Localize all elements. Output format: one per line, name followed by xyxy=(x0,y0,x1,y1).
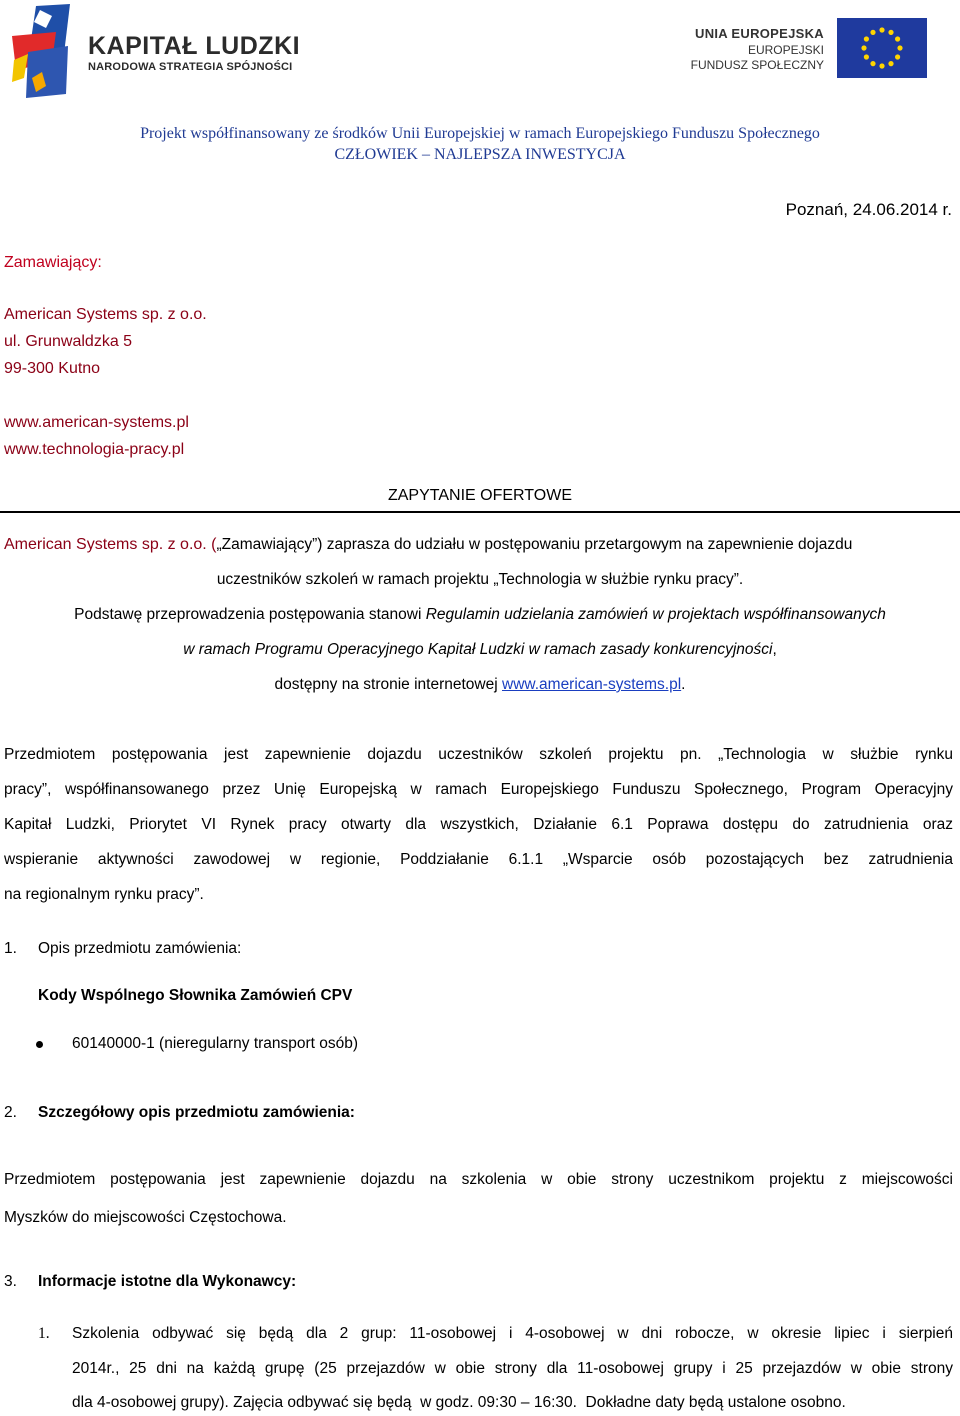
intro-line-2: uczestników szkoleń w ramach projektu „Technologia w służbie rynku pracy”. xyxy=(216,571,744,588)
eu-logo-line1: UNIA EUROPEJSKA xyxy=(695,26,824,41)
document-date: Poznań, 24.06.2014 r. xyxy=(785,200,952,219)
cpv-heading: Kody Wspólnego Słownika Zamówień CPV xyxy=(38,987,353,1004)
section-3-heading: Informacje istotne dla Wykonawcy: xyxy=(38,1273,297,1290)
eu-logo-text xyxy=(691,26,824,72)
buyer-name: American Systems sp. z o.o. xyxy=(4,306,207,323)
intro-line-3 xyxy=(0,606,960,624)
section-3-item-line-2: 2014r., 25 dni na każdą grupę (25 przejazdów w obie strony dla 11-osobowej grupy i 25 przejazdów w obie strony xyxy=(72,1360,953,1377)
intro-period: . xyxy=(681,676,686,693)
project-line-2: CZŁOWIEK – NAJLEPSZA INWESTYCJA xyxy=(334,146,626,163)
section-3-item-line-1: Szkolenia odbywać się będą dla 2 grup: 11-osobowej i 4-osobowej w dni robocze, w okresie lipiec i sierpień xyxy=(72,1325,953,1342)
buyer-heading: Zamawiający: xyxy=(4,254,102,271)
eu-logo-line3: FUNDUSZ SPOŁECZNY xyxy=(690,58,824,72)
kapital-ludzki-emblem-icon xyxy=(8,2,88,98)
document-title: ZAPYTANIE OFERTOWE xyxy=(387,487,573,504)
section-2-heading: Szczegółowy opis przedmiotu zamówienia: xyxy=(38,1104,355,1121)
subject-line-3: Kapitał Ludzki, Priorytet VI Rynek pracy otwarty dla wszystkich, Działanie 6.1 Poprawa dostępu do zatrudnienia oraz xyxy=(4,816,953,833)
kapital-ludzki-title: KAPITAŁ LUDZKI xyxy=(88,32,301,60)
buyer-www-1[interactable]: www.american-systems.pl xyxy=(4,414,189,431)
project-line-1: Projekt współfinansowany ze środków Unii Europejskiej w ramach Europejskiego Funduszu Społecznego xyxy=(140,125,820,142)
section-3-item-line-3: dla 4-osobowej grupy). Zajęcia odbywać się będą w godz. 09:30 – 16:30. Dokładne daty będą ustalone osobno. xyxy=(72,1394,846,1411)
buyer-street: ul. Grunwaldzka 5 xyxy=(4,333,133,350)
kapital-ludzki-subtitle: NARODOWA STRATEGIA SPÓJNOŚCI xyxy=(88,61,293,73)
subject-line-5: na regionalnym rynku pracy”. xyxy=(4,886,204,903)
cpv-item: 60140000-1 (nieregularny transport osób) xyxy=(72,1035,359,1052)
intro-line-1 xyxy=(4,536,954,554)
section-2-line-1: Przedmiotem postępowania jest zapewnienie dojazdu na szkolenia w obie strony uczestnikom projektu z miejscowości xyxy=(4,1171,953,1188)
eu-logo-line2: EUROPEJSKI xyxy=(747,43,824,57)
intro-regulation-title: Regulamin udzielania zamówień w projektach współfinansowanych xyxy=(425,606,886,623)
section-2-number: 2. xyxy=(4,1104,17,1121)
intro-line-4 xyxy=(0,641,960,659)
section-1-number: 1. xyxy=(4,940,17,957)
intro-regulation-title-cont: w ramach Programu Operacyjnego Kapitał Ludzki w ramach zasady konkurencyjności xyxy=(183,641,773,658)
intro-buyer-name: American Systems sp. z o.o. ( xyxy=(4,536,217,553)
section-3-number: 3. xyxy=(4,1273,17,1290)
section-3-item-number: 1. xyxy=(38,1325,50,1342)
intro-invitation: ) zaprasza do udziału w postępowaniu przetargowym na zapewnienie dojazdu xyxy=(317,536,853,553)
buyer-www-2[interactable]: www.technologia-pracy.pl xyxy=(4,441,185,458)
bullet-icon xyxy=(36,1041,43,1048)
section-1-heading: Opis przedmiotu zamówienia: xyxy=(38,940,242,957)
eu-flag-icon xyxy=(837,18,927,78)
buyer-city: 99-300 Kutno xyxy=(4,360,101,377)
intro-availability-text: dostępny na stronie internetowej xyxy=(274,676,502,693)
title-divider xyxy=(0,511,960,513)
intro-basis-text: Podstawę przeprowadzenia postępowania stanowi xyxy=(74,606,426,623)
subject-line-1: Przedmiotem postępowania jest zapewnienie dojazdu uczestników szkoleń projektu pn. „Technologia w służbie rynku xyxy=(4,746,953,763)
section-2-line-2: Myszków do miejscowości Częstochowa. xyxy=(4,1209,287,1226)
subject-line-4: wspieranie aktywności zawodowej w regionie, Poddziałanie 6.1.1 „Wsparcie osób pozostających bez zatrudnienia xyxy=(4,851,953,868)
intro-website-link[interactable]: www.american-systems.pl xyxy=(502,676,682,693)
subject-line-2: pracy”, współfinansowanego przez Unię Europejską w ramach Europejskiego Funduszu Społecznego, Program Operacyjny xyxy=(4,781,953,798)
intro-buyer-alias: „Zamawiający” xyxy=(216,536,318,553)
intro-comma: , xyxy=(772,641,777,658)
intro-line-5 xyxy=(0,676,960,694)
